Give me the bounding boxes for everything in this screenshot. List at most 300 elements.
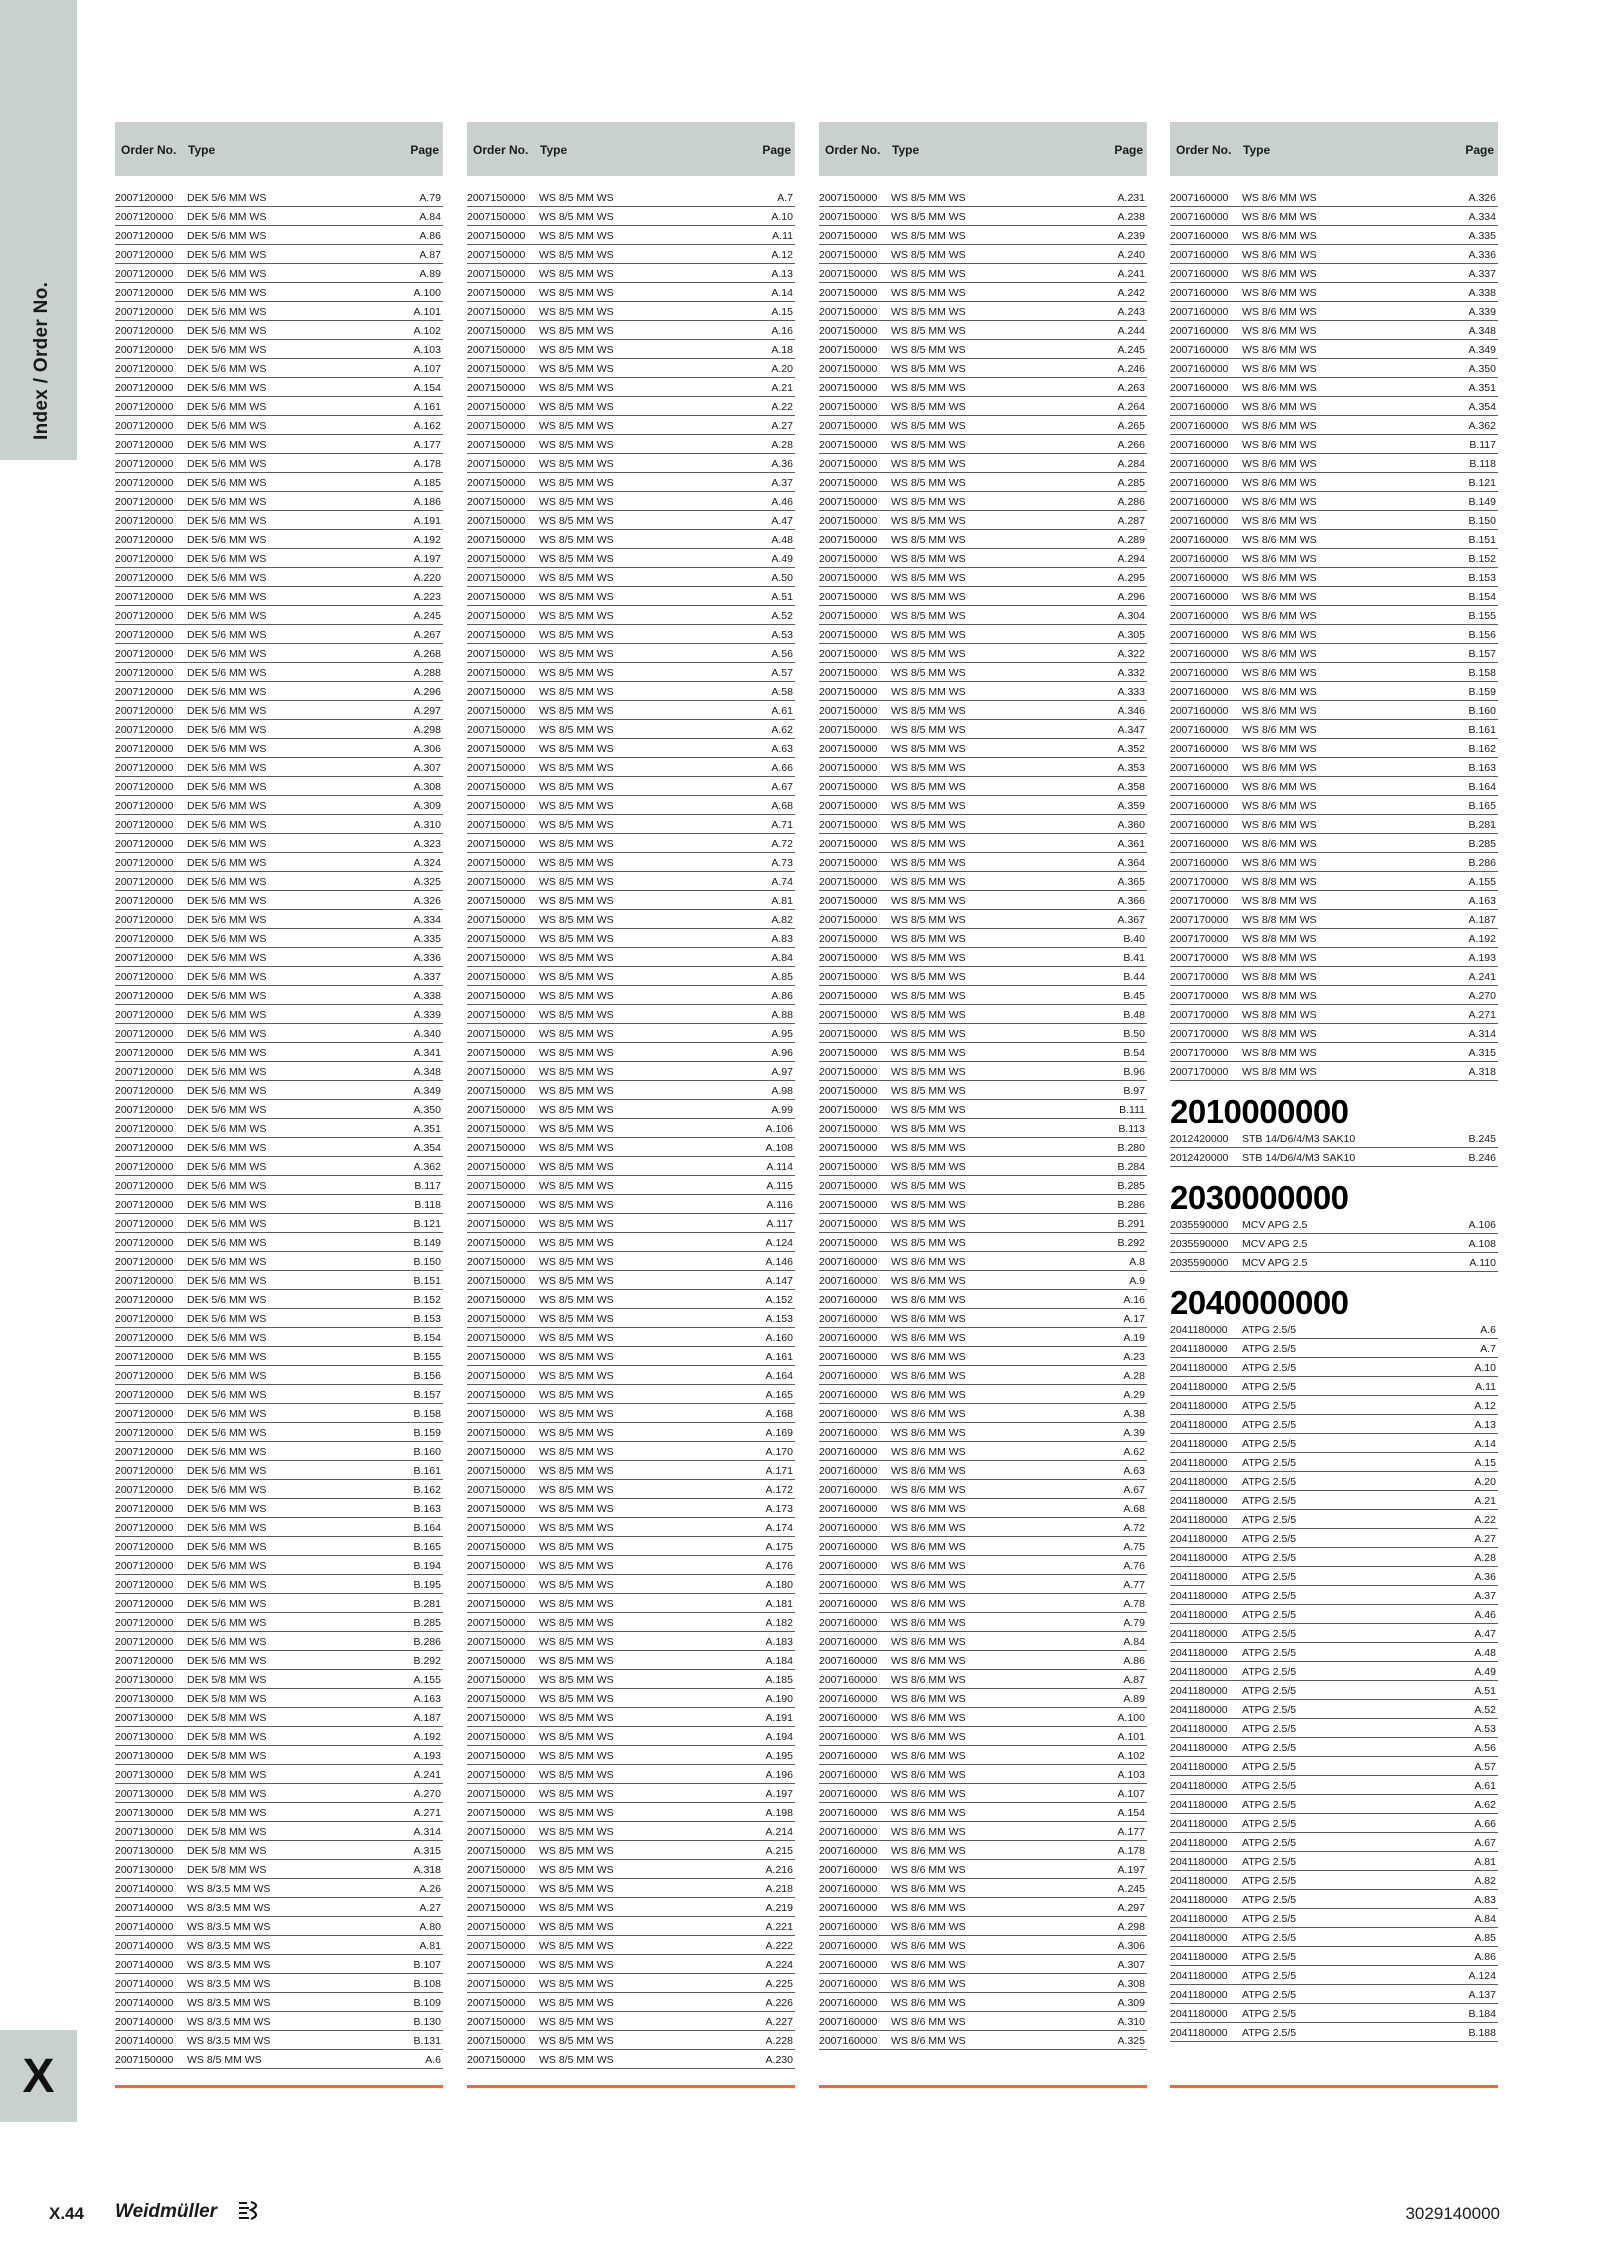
- type-cell: DEK 5/6 MM WS: [187, 458, 267, 470]
- type-cell: WS 8/6 MM WS: [891, 1560, 966, 1572]
- page-cell: A.39: [1123, 1427, 1145, 1439]
- type-cell: DEK 5/6 MM WS: [187, 1275, 267, 1287]
- type-cell: DEK 5/8 MM WS: [187, 1674, 267, 1686]
- index-row: [819, 1974, 1147, 1993]
- page-cell: A.241: [413, 1769, 441, 1781]
- order-number-cell: 2007150000: [819, 572, 878, 584]
- type-cell: WS 8/5 MM WS: [539, 1902, 614, 1914]
- type-cell: WS 8/3.5 MM WS: [187, 1921, 271, 1933]
- index-row: [819, 1195, 1147, 1214]
- order-number-cell: 2041180000: [1170, 1704, 1228, 1716]
- order-number-cell: 2007160000: [1170, 401, 1229, 413]
- type-cell: DEK 5/6 MM WS: [187, 667, 267, 679]
- header-type: Type: [188, 143, 216, 157]
- index-row: [819, 1176, 1147, 1195]
- type-cell: WS 8/5 MM WS: [891, 211, 966, 223]
- index-row: [819, 1081, 1147, 1100]
- index-row: [467, 1860, 795, 1879]
- order-number-cell: 2007170000: [1170, 952, 1229, 964]
- index-row: [467, 910, 795, 929]
- page-cell: A.186: [413, 496, 441, 508]
- order-number-cell: 2007150000: [467, 1123, 526, 1135]
- order-number-cell: 2007160000: [819, 1769, 878, 1781]
- page-cell: A.97: [771, 1066, 793, 1078]
- column-bottom-rule: [115, 2085, 443, 2088]
- index-row: [115, 2012, 443, 2031]
- order-number-cell: 2007160000: [819, 1351, 878, 1363]
- order-number-cell: 2041180000: [1170, 1419, 1228, 1431]
- index-row: [115, 891, 443, 910]
- page-cell: B.41: [1123, 952, 1145, 964]
- order-number-cell: 2007150000: [467, 553, 526, 565]
- page-cell: A.225: [765, 1978, 793, 1990]
- index-row: [1170, 264, 1498, 283]
- page-cell: A.23: [1123, 1351, 1145, 1363]
- index-row: [467, 1727, 795, 1746]
- type-cell: WS 8/5 MM WS: [539, 933, 614, 945]
- type-cell: WS 8/5 MM WS: [539, 591, 614, 603]
- index-row: [1170, 378, 1498, 397]
- type-cell: WS 8/5 MM WS: [539, 1522, 614, 1534]
- index-row: [467, 1385, 795, 1404]
- page-cell: B.156: [1468, 629, 1496, 641]
- order-number-cell: 2007160000: [1170, 648, 1229, 660]
- page-cell: A.71: [771, 819, 793, 831]
- type-cell: WS 8/5 MM WS: [539, 1579, 614, 1591]
- order-number-cell: 2035590000: [1170, 1219, 1229, 1231]
- page-cell: B.159: [1468, 686, 1496, 698]
- index-row: [819, 758, 1147, 777]
- order-number-cell: 2007160000: [1170, 572, 1229, 584]
- type-cell: WS 8/8 MM WS: [1242, 971, 1317, 983]
- index-row: [467, 1328, 795, 1347]
- column-rows: [115, 188, 443, 2069]
- index-row: [467, 188, 795, 207]
- page-cell: A.306: [413, 743, 441, 755]
- index-row: [819, 739, 1147, 758]
- type-cell: WS 8/5 MM WS: [539, 1294, 614, 1306]
- order-number-cell: 2007160000: [1170, 211, 1229, 223]
- order-number-cell: 2007120000: [115, 591, 174, 603]
- type-cell: WS 8/5 MM WS: [539, 857, 614, 869]
- index-row: [1170, 226, 1498, 245]
- page-cell: A.239: [1117, 230, 1145, 242]
- page-cell: A.153: [765, 1313, 793, 1325]
- type-cell: WS 8/6 MM WS: [1242, 192, 1317, 204]
- index-row: [819, 1100, 1147, 1119]
- index-row: [115, 644, 443, 663]
- order-number-cell: 2007150000: [819, 401, 878, 413]
- page-cell: A.8: [1129, 1256, 1145, 1268]
- type-cell: DEK 5/6 MM WS: [187, 1123, 267, 1135]
- page-cell: A.192: [1468, 933, 1496, 945]
- order-number-cell: 2007160000: [819, 1940, 878, 1952]
- index-row: [115, 1138, 443, 1157]
- index-row: [115, 1974, 443, 1993]
- page-cell: B.149: [1468, 496, 1496, 508]
- index-row: [1170, 1928, 1498, 1947]
- type-cell: WS 8/6 MM WS: [891, 1598, 966, 1610]
- page-cell: A.191: [413, 515, 441, 527]
- order-number-cell: 2007120000: [115, 1408, 174, 1420]
- order-number-cell: 2007160000: [819, 1522, 878, 1534]
- order-number-cell: 2007150000: [467, 933, 526, 945]
- page-cell: A.174: [765, 1522, 793, 1534]
- type-cell: WS 8/5 MM WS: [539, 1484, 614, 1496]
- index-row: [467, 929, 795, 948]
- type-cell: WS 8/5 MM WS: [891, 895, 966, 907]
- order-number-cell: 2007150000: [467, 1446, 526, 1458]
- order-number-cell: 2007160000: [819, 1712, 878, 1724]
- page-cell: A.348: [413, 1066, 441, 1078]
- index-row: [467, 359, 795, 378]
- order-number-cell: 2007120000: [115, 1332, 174, 1344]
- order-number-cell: 2041180000: [1170, 1685, 1228, 1697]
- column-rows: [467, 188, 795, 2069]
- page-cell: B.149: [413, 1237, 441, 1249]
- index-row: [115, 1936, 443, 1955]
- index-row: [115, 1556, 443, 1575]
- index-row: [467, 1708, 795, 1727]
- order-number-cell: 2007120000: [115, 1655, 174, 1667]
- order-number-cell: 2007120000: [115, 952, 174, 964]
- index-row: [115, 1157, 443, 1176]
- index-row: [467, 1575, 795, 1594]
- page-cell: A.103: [413, 344, 441, 356]
- index-row: [1170, 644, 1498, 663]
- index-row: [819, 1214, 1147, 1233]
- page-cell: A.53: [1474, 1723, 1496, 1735]
- order-number-cell: 2041180000: [1170, 1818, 1228, 1830]
- page-cell: B.159: [413, 1427, 441, 1439]
- index-row: [467, 1309, 795, 1328]
- type-cell: WS 8/5 MM WS: [539, 1465, 614, 1477]
- page-cell: A.305: [1117, 629, 1145, 641]
- type-cell: DEK 5/8 MM WS: [187, 1788, 267, 1800]
- page-cell: B.292: [413, 1655, 441, 1667]
- index-row: [467, 739, 795, 758]
- index-row: [1170, 1024, 1498, 1043]
- order-number-cell: 2007150000: [819, 1161, 878, 1173]
- order-number-cell: 2007120000: [115, 838, 174, 850]
- page-cell: A.89: [419, 268, 441, 280]
- order-number-cell: 2007150000: [819, 667, 878, 679]
- type-cell: WS 8/5 MM WS: [891, 971, 966, 983]
- index-row: [115, 1670, 443, 1689]
- type-cell: DEK 5/6 MM WS: [187, 1617, 267, 1629]
- order-number-cell: 2041180000: [1170, 1837, 1228, 1849]
- order-number-cell: 2041180000: [1170, 1780, 1228, 1792]
- index-row: [819, 1822, 1147, 1841]
- order-number-cell: 2007150000: [467, 249, 526, 261]
- order-number-cell: 2007150000: [467, 1066, 526, 1078]
- index-row: [467, 1651, 795, 1670]
- type-cell: WS 8/6 MM WS: [891, 1389, 966, 1401]
- type-cell: ATPG 2.5/5: [1242, 1495, 1297, 1507]
- page-cell: A.350: [413, 1104, 441, 1116]
- type-cell: DEK 5/6 MM WS: [187, 1541, 267, 1553]
- index-row: [115, 1062, 443, 1081]
- type-cell: DEK 5/6 MM WS: [187, 1446, 267, 1458]
- type-cell: WS 8/5 MM WS: [891, 743, 966, 755]
- index-row: [467, 1765, 795, 1784]
- type-cell: DEK 5/6 MM WS: [187, 1503, 267, 1515]
- order-number-cell: 2007150000: [467, 838, 526, 850]
- type-cell: WS 8/6 MM WS: [1242, 211, 1317, 223]
- index-row: [819, 1347, 1147, 1366]
- type-cell: WS 8/5 MM WS: [539, 800, 614, 812]
- index-row: [1170, 1890, 1498, 1909]
- page-cell: A.115: [766, 1180, 793, 1192]
- type-cell: WS 8/6 MM WS: [891, 1655, 966, 1667]
- type-cell: WS 8/6 MM WS: [1242, 686, 1317, 698]
- index-row: [1170, 1529, 1498, 1548]
- type-cell: WS 8/6 MM WS: [891, 1750, 966, 1762]
- order-number-cell: 2007120000: [115, 876, 174, 888]
- page-cell: B.284: [1117, 1161, 1145, 1173]
- type-cell: WS 8/5 MM WS: [891, 192, 966, 204]
- index-row: [467, 1822, 795, 1841]
- order-number-cell: 2007160000: [1170, 420, 1229, 432]
- order-number-cell: 2007160000: [819, 1598, 878, 1610]
- type-cell: WS 8/6 MM WS: [891, 1788, 966, 1800]
- page-cell: A.347: [1117, 724, 1145, 736]
- page-cell: A.86: [1474, 1951, 1496, 1963]
- order-number-cell: 2007150000: [467, 1541, 526, 1553]
- type-cell: DEK 5/6 MM WS: [187, 1256, 267, 1268]
- order-number-cell: 2007150000: [467, 1142, 526, 1154]
- index-row: [819, 1936, 1147, 1955]
- type-cell: DEK 5/6 MM WS: [187, 1142, 267, 1154]
- page-cell: A.124: [765, 1237, 793, 1249]
- footer-page-number: X.44: [49, 2204, 84, 2223]
- order-number-cell: 2012420000: [1170, 1133, 1229, 1145]
- order-number-cell: 2007150000: [819, 686, 878, 698]
- type-cell: ATPG 2.5/5: [1242, 1704, 1297, 1716]
- page-cell: A.51: [1474, 1685, 1496, 1697]
- page-cell: A.67: [771, 781, 793, 793]
- page-cell: A.84: [771, 952, 793, 964]
- type-cell: WS 8/5 MM WS: [539, 1408, 614, 1420]
- order-number-cell: 2007130000: [115, 1864, 174, 1876]
- order-number-cell: 2007150000: [819, 648, 878, 660]
- page-cell: A.108: [1468, 1238, 1496, 1250]
- page-cell: A.86: [771, 990, 793, 1002]
- index-row: [115, 245, 443, 264]
- page-cell: A.216: [765, 1864, 793, 1876]
- page-cell: A.62: [1123, 1446, 1145, 1458]
- page-cell: A.245: [1117, 1883, 1145, 1895]
- order-number-cell: 2007130000: [115, 1826, 174, 1838]
- order-number-cell: 2007120000: [115, 230, 174, 242]
- type-cell: WS 8/6 MM WS: [891, 1769, 966, 1781]
- index-row: [819, 1765, 1147, 1784]
- type-cell: DEK 5/6 MM WS: [187, 743, 267, 755]
- order-number-cell: 2007120000: [115, 1598, 174, 1610]
- order-number-cell: 2041180000: [1170, 1723, 1228, 1735]
- order-number-cell: 2007140000: [115, 1978, 174, 1990]
- index-row: [115, 1024, 443, 1043]
- page-cell: A.26: [419, 1883, 441, 1895]
- index-row: [1170, 1043, 1498, 1062]
- type-cell: DEK 5/6 MM WS: [187, 553, 267, 565]
- order-number-cell: 2007160000: [819, 1845, 878, 1857]
- type-cell: ATPG 2.5/5: [1242, 1666, 1297, 1678]
- order-number-cell: 2007150000: [819, 857, 878, 869]
- order-number-cell: 2007150000: [467, 971, 526, 983]
- order-number-cell: 2007130000: [115, 1788, 174, 1800]
- order-number-cell: 2007150000: [467, 1617, 526, 1629]
- page-cell: A.83: [1474, 1894, 1496, 1906]
- page-cell: B.164: [413, 1522, 441, 1534]
- type-cell: ATPG 2.5/5: [1242, 1913, 1297, 1925]
- type-cell: WS 8/6 MM WS: [891, 1921, 966, 1933]
- type-cell: DEK 5/6 MM WS: [187, 1636, 267, 1648]
- page-cell: A.294: [1117, 553, 1145, 565]
- type-cell: WS 8/6 MM WS: [891, 1370, 966, 1382]
- type-cell: WS 8/6 MM WS: [891, 1636, 966, 1648]
- index-row: [467, 568, 795, 587]
- order-number-cell: 2007150000: [467, 458, 526, 470]
- type-cell: WS 8/5 MM WS: [539, 971, 614, 983]
- index-row: [467, 1499, 795, 1518]
- page-cell: B.117: [1469, 439, 1496, 451]
- order-number-cell: 2041180000: [1170, 1495, 1228, 1507]
- index-row: [819, 1499, 1147, 1518]
- type-cell: WS 8/5 MM WS: [891, 591, 966, 603]
- index-column-3: [819, 122, 1147, 2102]
- page-cell: A.160: [765, 1332, 793, 1344]
- index-row: [819, 340, 1147, 359]
- page-cell: A.48: [771, 534, 793, 546]
- page-cell: A.359: [1117, 800, 1145, 812]
- order-number-cell: 2007120000: [115, 1066, 174, 1078]
- type-cell: DEK 5/6 MM WS: [187, 819, 267, 831]
- type-cell: DEK 5/6 MM WS: [187, 1028, 267, 1040]
- page-cell: A.11: [1475, 1381, 1496, 1393]
- index-column-4: [1170, 122, 1498, 2102]
- order-number-cell: 2007150000: [819, 1199, 878, 1211]
- order-number-cell: 2007160000: [1170, 344, 1229, 356]
- order-number-cell: 2007150000: [467, 1674, 526, 1686]
- index-row: [467, 226, 795, 245]
- page-cell: A.155: [413, 1674, 441, 1686]
- type-cell: WS 8/5 MM WS: [891, 534, 966, 546]
- page-cell: A.161: [765, 1351, 793, 1363]
- type-cell: DEK 5/6 MM WS: [187, 648, 267, 660]
- page-cell: A.362: [1468, 420, 1496, 432]
- type-cell: WS 8/5 MM WS: [891, 344, 966, 356]
- type-cell: WS 8/5 MM WS: [539, 1218, 614, 1230]
- type-cell: ATPG 2.5/5: [1242, 1856, 1297, 1868]
- index-row: [1170, 1624, 1498, 1643]
- type-cell: DEK 5/8 MM WS: [187, 1864, 267, 1876]
- order-number-cell: 2007120000: [115, 363, 174, 375]
- order-number-cell: 2007150000: [467, 534, 526, 546]
- type-cell: WS 8/5 MM WS: [539, 1256, 614, 1268]
- page-cell: A.270: [413, 1788, 441, 1800]
- order-number-cell: 2007120000: [115, 1028, 174, 1040]
- order-number-cell: 2041180000: [1170, 1571, 1228, 1583]
- index-column-1: [115, 122, 443, 2102]
- index-row: [467, 606, 795, 625]
- type-cell: WS 8/5 MM WS: [539, 990, 614, 1002]
- order-number-cell: 2007160000: [1170, 667, 1229, 679]
- column-rows: [1170, 188, 1498, 2042]
- index-row: [1170, 1453, 1498, 1472]
- type-cell: WS 8/5 MM WS: [539, 781, 614, 793]
- page-cell: A.194: [765, 1731, 793, 1743]
- index-row: [115, 1499, 443, 1518]
- order-number-cell: 2007120000: [115, 1104, 174, 1116]
- type-cell: ATPG 2.5/5: [1242, 1343, 1297, 1355]
- index-row: [467, 1461, 795, 1480]
- type-cell: WS 8/8 MM WS: [1242, 1047, 1317, 1059]
- page-cell: A.66: [1474, 1818, 1496, 1830]
- index-row: [115, 1195, 443, 1214]
- order-number-cell: 2007120000: [115, 287, 174, 299]
- index-row: [1170, 758, 1498, 777]
- index-row: [467, 530, 795, 549]
- order-number-cell: 2007150000: [467, 1389, 526, 1401]
- index-row: [819, 1556, 1147, 1575]
- index-row: [115, 1461, 443, 1480]
- type-cell: DEK 5/6 MM WS: [187, 1313, 267, 1325]
- page-cell: A.61: [771, 705, 793, 717]
- type-cell: ATPG 2.5/5: [1242, 1818, 1297, 1830]
- order-number-cell: 2007150000: [467, 1009, 526, 1021]
- order-number-cell: 2007160000: [1170, 515, 1229, 527]
- type-cell: DEK 5/6 MM WS: [187, 1465, 267, 1477]
- index-row: [467, 1936, 795, 1955]
- page-cell: A.146: [765, 1256, 793, 1268]
- page-cell: A.367: [1117, 914, 1145, 926]
- index-row: [1170, 1377, 1498, 1396]
- order-number-cell: 2007150000: [467, 1731, 526, 1743]
- index-row: [115, 1784, 443, 1803]
- order-number-cell: 2007160000: [819, 1370, 878, 1382]
- index-row: [1170, 1871, 1498, 1890]
- index-row: [1170, 853, 1498, 872]
- type-cell: WS 8/6 MM WS: [891, 1959, 966, 1971]
- index-row: [819, 1727, 1147, 1746]
- order-number-cell: 2007150000: [467, 572, 526, 584]
- index-row: [1170, 948, 1498, 967]
- order-number-cell: 2007160000: [1170, 781, 1229, 793]
- type-cell: WS 8/3.5 MM WS: [187, 2035, 271, 2047]
- type-cell: WS 8/6 MM WS: [1242, 496, 1317, 508]
- order-number-cell: 2007150000: [467, 1959, 526, 1971]
- column-header: [1170, 122, 1498, 176]
- header-type: Type: [540, 143, 568, 157]
- order-number-cell: 2041180000: [1170, 1514, 1228, 1526]
- type-cell: WS 8/6 MM WS: [891, 1731, 966, 1743]
- order-number-cell: 2007160000: [1170, 534, 1229, 546]
- type-cell: WS 8/5 MM WS: [539, 382, 614, 394]
- page-cell: A.10: [771, 211, 793, 223]
- type-cell: WS 8/5 MM WS: [891, 1142, 966, 1154]
- order-number-cell: 2007160000: [819, 2035, 878, 2047]
- page-cell: A.12: [1474, 1400, 1496, 1412]
- page-cell: A.308: [1117, 1978, 1145, 1990]
- index-row: [1170, 1757, 1498, 1776]
- type-cell: WS 8/5 MM WS: [539, 1427, 614, 1439]
- order-number-cell: 2007120000: [115, 1085, 174, 1097]
- type-cell: DEK 5/6 MM WS: [187, 382, 267, 394]
- index-row: [115, 1689, 443, 1708]
- order-number-cell: 2007140000: [115, 2035, 174, 2047]
- index-row: [1170, 625, 1498, 644]
